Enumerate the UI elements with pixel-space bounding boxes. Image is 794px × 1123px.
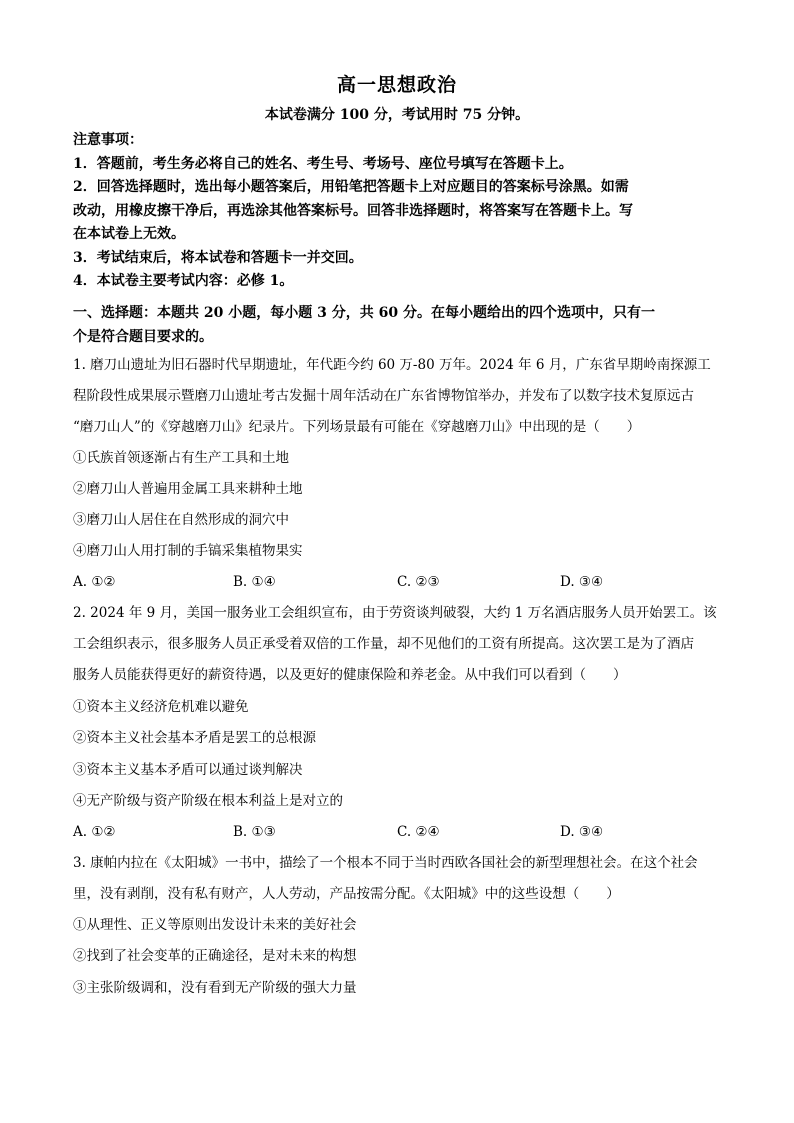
- question-1-option: ③磨刀山人居住在自然形成的洞穴中: [73, 512, 289, 528]
- choice-b: B. ①④: [233, 574, 276, 590]
- question-3-option: ③主张阶级调和，没有看到无产阶级的强大力量: [73, 980, 357, 996]
- notice-item: 4．本试卷主要考试内容：必修 1。: [73, 273, 294, 289]
- choice-a: A. ①②: [73, 574, 116, 590]
- stem-line: 工会组织表示，很多服务人员正承受着双倍的工作量，却不见他们的工资有所提高。这次罢工是为了酒店: [73, 636, 694, 652]
- question-3-stem: [73, 848, 723, 910]
- notice-item: 3．考试结束后，将本试卷和答题卡一并交回。: [73, 249, 363, 266]
- choice-c: C. ②③: [397, 574, 440, 590]
- question-3-option: ②找到了社会变革的正确途径，是对未来的构想: [73, 948, 357, 964]
- choice-d: D. ③④: [560, 824, 604, 840]
- question-1-choices: [73, 567, 723, 598]
- stem-line: “磨刀山人”的《穿越磨刀山》纪录片。下列场景最有可能在《穿越磨刀山》中出现的是（ ）: [73, 419, 641, 435]
- section-heading: [73, 302, 723, 349]
- notice-block: [73, 129, 723, 294]
- question-2-stem: [73, 598, 723, 691]
- notice-heading: 注意事项：: [73, 132, 143, 148]
- stem-line: 3. 康帕内拉在《太阳城》一书中，描绘了一个根本不同于当时西欧各国社会的新型理想社会。在这个社会: [73, 855, 698, 871]
- stem-line: 2. 2024 年 9 月，美国一服务业工会组织宣布，由于劳资谈判破裂，大约 1 万名酒店服务人员开始罢工。该: [73, 605, 717, 621]
- question-2-option: ③资本主义基本矛盾可以通过谈判解决: [73, 762, 303, 778]
- stem-line: 里，没有剥削，没有私有财产，人人劳动，产品按需分配。《太阳城》中的这些设想（ ）: [73, 886, 620, 902]
- stem-line: 1. 磨刀山遗址为旧石器时代早期遗址，年代距今约 60 万-80 万年。2024 年 6 月，广东省早期岭南探源工: [73, 357, 711, 373]
- exam-info: 本试卷满分 100 分，考试用时 75 分钟。: [264, 107, 530, 123]
- section-heading-line: 个是符合题目要求的。: [73, 328, 213, 345]
- page-title: 高一思想政治: [336, 74, 457, 96]
- question-1-stem: [73, 350, 723, 443]
- question-1-option: ①氏族首领逐渐占有生产工具和土地: [73, 450, 289, 466]
- question-3-option: ①从理性、正义等原则出发设计未来的美好社会: [73, 917, 357, 933]
- choice-d: D. ③④: [560, 574, 604, 590]
- choice-a: A. ①②: [73, 824, 116, 840]
- stem-line: 程阶段性成果展示暨磨刀山遗址考古发掘十周年活动在广东省博物馆举办，并发布了以数字技术复原远古: [73, 388, 694, 404]
- notice-item: 2．回答选择题时，选出每小题答案后，用铅笔把答题卡上对应题目的答案标号涂黑。如需: [73, 179, 629, 195]
- notice-item: 在本试卷上无效。: [73, 226, 185, 242]
- choice-b: B. ①③: [233, 824, 276, 840]
- question-2-option: ①资本主义经济危机难以避免: [73, 699, 249, 715]
- choice-c: C. ②④: [397, 824, 440, 840]
- question-2-choices: [73, 817, 723, 848]
- notice-item: 1．答题前，考生务必将自己的姓名、考生号、考场号、座位号填写在答题卡上。: [73, 155, 573, 172]
- question-1-option: ②磨刀山人普遍用金属工具来耕种土地: [73, 481, 303, 497]
- section-heading-line: 一、选择题：本题共 20 小题，每小题 3 分，共 60 分。在每小题给出的四个选项中，只有一: [73, 305, 655, 321]
- question-2-option: ②资本主义社会基本矛盾是罢工的总根源: [73, 730, 316, 746]
- stem-line: 服务人员能获得更好的薪资待遇，以及更好的健康保险和养老金。从中我们可以看到（ ）: [73, 667, 627, 683]
- question-1-option: ④磨刀山人用打制的手镐采集植物果实: [73, 543, 303, 559]
- question-2-option: ④无产阶级与资产阶级在根本利益上是对立的: [73, 793, 343, 809]
- notice-item: 改动，用橡皮擦干净后，再选涂其他答案标号。回答非选择题时，将答案写在答题卡上。写: [73, 202, 633, 219]
